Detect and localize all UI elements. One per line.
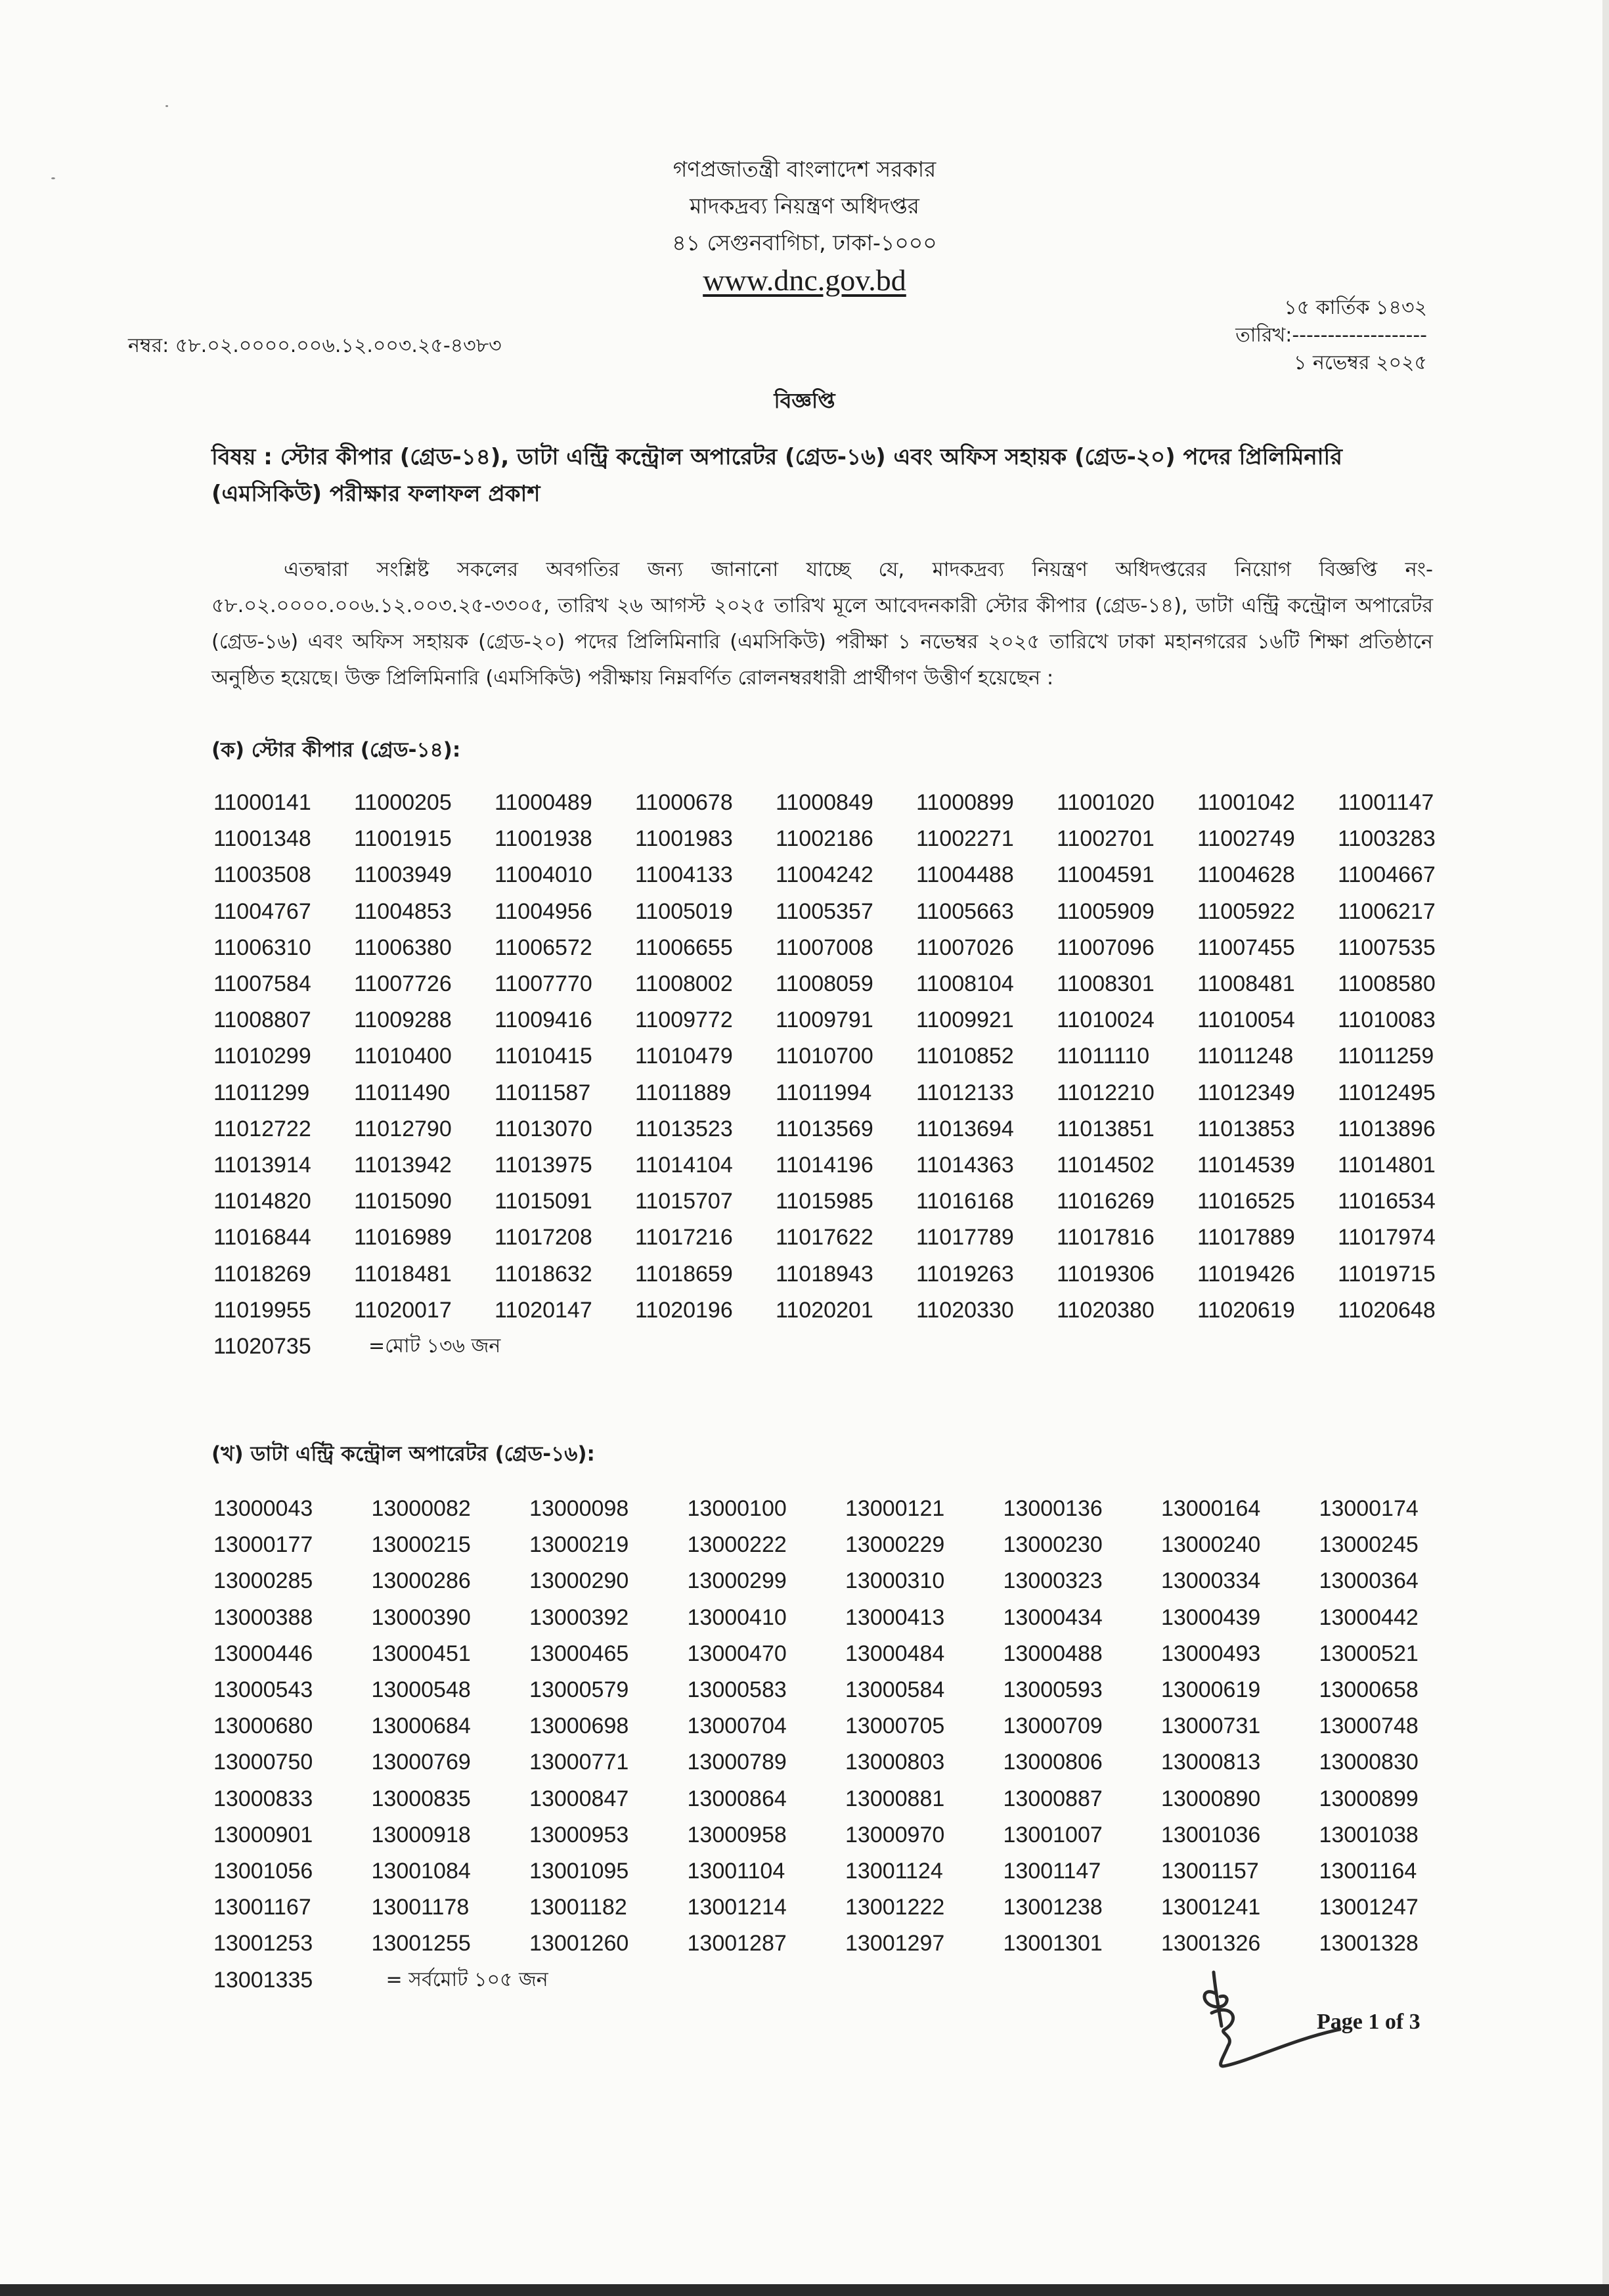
roll-number: 13000493 bbox=[1161, 1641, 1261, 1666]
table-row bbox=[213, 1672, 1477, 1708]
roll-number: 11015985 bbox=[776, 1189, 873, 1214]
department-name: মাদকদ্রব্য নিয়ন্ত্রণ অধিদপ্তর bbox=[690, 193, 919, 219]
roll-number: 11017789 bbox=[916, 1225, 1014, 1250]
roll-number: 13000881 bbox=[845, 1786, 945, 1811]
roll-number: 11006572 bbox=[495, 935, 592, 960]
english-date: ১ নভেম্বর ২০২৫ bbox=[1293, 351, 1427, 374]
roll-number: 13000245 bbox=[1319, 1532, 1419, 1558]
roll-number: 11014801 bbox=[1338, 1152, 1436, 1178]
date-label: তারিখ:------------------- bbox=[1235, 324, 1427, 347]
roll-number: 13000290 bbox=[529, 1568, 629, 1594]
govt-name: গণপ্রজাতন্ত্রী বাংলাদেশ সরকার bbox=[672, 156, 937, 182]
table-row bbox=[213, 1038, 1478, 1074]
roll-number: 11012133 bbox=[916, 1080, 1014, 1105]
roll-number: 11005922 bbox=[1197, 898, 1295, 924]
roll-number: 13000698 bbox=[529, 1713, 629, 1739]
roll-number: 13000847 bbox=[529, 1786, 629, 1811]
roll-number: 13000310 bbox=[845, 1568, 945, 1594]
roll-number: 11017622 bbox=[776, 1225, 873, 1250]
roll-number: 13000803 bbox=[845, 1750, 945, 1775]
roll-number: 11012210 bbox=[1057, 1080, 1155, 1105]
roll-number: 13001253 bbox=[213, 1931, 313, 1956]
roll-number: 11000489 bbox=[495, 790, 592, 816]
roll-number: 11001020 bbox=[1057, 790, 1155, 816]
roll-number: 13000684 bbox=[371, 1713, 471, 1739]
roll-number: 13000470 bbox=[687, 1641, 787, 1666]
roll-number: 11013569 bbox=[776, 1116, 873, 1141]
table-row bbox=[213, 1636, 1477, 1672]
roll-number: 11018269 bbox=[213, 1261, 311, 1287]
roll-number: 11020619 bbox=[1197, 1297, 1295, 1323]
roll-number: 11012349 bbox=[1197, 1080, 1295, 1105]
roll-number: 13000388 bbox=[213, 1604, 313, 1630]
roll-number: 13001038 bbox=[1319, 1822, 1419, 1847]
roll-number: 11013975 bbox=[495, 1152, 592, 1178]
roll-number: 11019715 bbox=[1338, 1261, 1436, 1287]
scan-edge bbox=[1602, 0, 1609, 2296]
roll-number: 13001084 bbox=[371, 1858, 471, 1884]
roll-number: 11001915 bbox=[354, 826, 452, 852]
roll-number: 11016525 bbox=[1197, 1189, 1295, 1214]
roll-number: 13000806 bbox=[1003, 1750, 1103, 1775]
roll-number: 11006380 bbox=[354, 935, 452, 960]
roll-number: 11001938 bbox=[495, 826, 592, 852]
roll-number: 13000789 bbox=[687, 1750, 787, 1775]
roll-number: 11014196 bbox=[776, 1152, 873, 1178]
roll-number: 11009416 bbox=[495, 1007, 592, 1033]
roll-number: 11000205 bbox=[354, 790, 452, 816]
roll-number: 13000240 bbox=[1161, 1532, 1261, 1558]
roll-number: 13001182 bbox=[529, 1895, 627, 1920]
roll-number: 11012790 bbox=[354, 1116, 452, 1141]
roll-number: 11004853 bbox=[354, 898, 452, 924]
roll-number: 11010299 bbox=[213, 1044, 311, 1069]
table-row bbox=[213, 821, 1478, 857]
roll-number: 13000813 bbox=[1161, 1750, 1261, 1775]
roll-number: 11018481 bbox=[354, 1261, 452, 1287]
roll-number: 13001164 bbox=[1319, 1858, 1417, 1884]
roll-number: 13001095 bbox=[529, 1858, 629, 1884]
roll-number: 13000390 bbox=[371, 1604, 471, 1630]
roll-number: 13000100 bbox=[687, 1496, 787, 1522]
roll-number: 11003283 bbox=[1338, 826, 1436, 852]
roll-number: 13001238 bbox=[1003, 1895, 1103, 1920]
table-row bbox=[213, 1744, 1477, 1780]
body-paragraph: এতদ্বারা সংশ্লিষ্ট সকলের অবগতির জন্য জানানো যাচ্ছে যে, মাদকদ্রব্য নিয়ন্ত্রণ অধিদপ্তরের নিয়োগ বিজ্ঞপ্তি নং- ৫৮.০২.০০০০.০০৬.১২.০০৩.২৫-৩৩০৫, তারিখ ২৬ আগস্ট ২০২৫ তারিখ মূলে আবেদনকারী স্টোর কীপার (গ্রেড-১৪), ডাটা এন্ট্রি কন্ট্রোল অপারেটর (গ্রেড-১৬) এবং অফিস সহায়ক (গ্রেড-২০) পদের প্রিলিমিনারি (এমসিকিউ) পরীক্ষা ১ নভেম্বর ২০২৫ তারিখে ঢাকা মহানগরের ১৬টি শিক্ষা প্রতিষ্ঠানে অনুষ্ঠিত হয়েছে। উক্ত প্রিলিমিনারি (এমসিকিউ) পরীক্ষায় নিম্নবর্ণিত রোলনম্বরধারী প্রার্থীগণ উত্তীর্ণ হয়েছেন : bbox=[211, 558, 1433, 690]
roll-number: 11019306 bbox=[1057, 1261, 1155, 1287]
roll-number: 13000410 bbox=[687, 1604, 787, 1630]
roll-number: 11012722 bbox=[213, 1116, 311, 1141]
roll-number: 11013914 bbox=[213, 1152, 311, 1178]
roll-number: 11011587 bbox=[495, 1080, 591, 1105]
roll-number: 11008580 bbox=[1338, 971, 1436, 997]
table-row bbox=[213, 785, 1478, 821]
roll-number: 11018659 bbox=[635, 1261, 733, 1287]
roll-number: 13001297 bbox=[845, 1931, 945, 1956]
roll-number: 13000864 bbox=[687, 1786, 787, 1811]
roll-number: 13000658 bbox=[1319, 1677, 1419, 1703]
roll-number: 11013853 bbox=[1197, 1116, 1295, 1141]
roll-number: 11020196 bbox=[635, 1297, 733, 1323]
roll-number: 13000446 bbox=[213, 1641, 313, 1666]
roll-number: 11009921 bbox=[916, 1007, 1014, 1033]
roll-number: 13001287 bbox=[687, 1931, 787, 1956]
roll-number: 13000229 bbox=[845, 1532, 945, 1558]
roll-number: 13000771 bbox=[529, 1750, 629, 1775]
roll-number: 13000439 bbox=[1161, 1604, 1261, 1630]
roll-number: 13000121 bbox=[845, 1496, 945, 1522]
roll-number: 13000177 bbox=[213, 1532, 313, 1558]
roll-number: 11017208 bbox=[495, 1225, 592, 1250]
roll-number: 11007726 bbox=[354, 971, 452, 997]
total-count: =মোট ১৩৬ জন bbox=[368, 1334, 501, 1358]
table-row bbox=[213, 1853, 1477, 1889]
roll-number: 13000680 bbox=[213, 1713, 313, 1739]
roll-number: 11008481 bbox=[1197, 971, 1295, 997]
roll-number: 11001983 bbox=[635, 826, 733, 852]
roll-number: 13000705 bbox=[845, 1713, 945, 1739]
roll-number: 11016534 bbox=[1338, 1189, 1436, 1214]
roll-number: 11008301 bbox=[1057, 971, 1155, 997]
roll-number: 11004628 bbox=[1197, 862, 1295, 888]
roll-number: 11009791 bbox=[776, 1007, 873, 1033]
roll-number: 13000082 bbox=[371, 1496, 471, 1522]
roll-number: 11003508 bbox=[213, 862, 311, 888]
roll-number: 13001260 bbox=[529, 1931, 629, 1956]
roll-number: 13001247 bbox=[1319, 1895, 1419, 1920]
roll-number: 11017974 bbox=[1338, 1225, 1436, 1250]
roll-number: 13000174 bbox=[1319, 1496, 1419, 1522]
roll-number: 11007008 bbox=[776, 935, 873, 960]
roll-number: 13001301 bbox=[1003, 1931, 1103, 1956]
roll-number: 11015707 bbox=[635, 1189, 733, 1214]
roll-number: 11014502 bbox=[1057, 1152, 1155, 1178]
roll-number: 13000833 bbox=[213, 1786, 313, 1811]
roll-number: 11004010 bbox=[495, 862, 592, 888]
roll-number: 13000286 bbox=[371, 1568, 471, 1594]
roll-number: 13000899 bbox=[1319, 1786, 1419, 1811]
roll-number: 13000222 bbox=[687, 1532, 787, 1558]
roll-number: 11016269 bbox=[1057, 1189, 1155, 1214]
roll-number: 11003949 bbox=[354, 862, 452, 888]
roll-number: 13000593 bbox=[1003, 1677, 1103, 1703]
roll-number: 13000887 bbox=[1003, 1786, 1103, 1811]
roll-number: 13001167 bbox=[213, 1895, 311, 1920]
roll-number: 11011110 bbox=[1057, 1044, 1150, 1069]
page-number: Page 1 of 3 bbox=[1317, 2010, 1421, 2034]
roll-number: 11018632 bbox=[495, 1261, 592, 1287]
roll-number: 11011994 bbox=[776, 1080, 872, 1105]
roll-number: 11013523 bbox=[635, 1116, 733, 1141]
roll-number: 13000098 bbox=[529, 1496, 629, 1522]
roll-number: 11019426 bbox=[1197, 1261, 1295, 1287]
roll-number: 13000451 bbox=[371, 1641, 471, 1666]
table-row bbox=[213, 1111, 1478, 1147]
roll-number: 13000323 bbox=[1003, 1568, 1103, 1594]
roll-number: 11004956 bbox=[495, 898, 592, 924]
roll-number: 11004488 bbox=[916, 862, 1014, 888]
roll-number: 13000364 bbox=[1319, 1568, 1419, 1594]
roll-number: 11014820 bbox=[213, 1189, 311, 1214]
roll-number: 13001104 bbox=[687, 1858, 785, 1884]
scan-bottom-edge bbox=[0, 2284, 1609, 2296]
table-row bbox=[213, 1147, 1478, 1183]
roll-number: 11020648 bbox=[1338, 1297, 1436, 1323]
roll-number: 13000769 bbox=[371, 1750, 471, 1775]
roll-number: 13000619 bbox=[1161, 1677, 1261, 1703]
roll-number: 11005909 bbox=[1057, 898, 1155, 924]
roll-number: 11001042 bbox=[1197, 790, 1295, 816]
roll-number: 11020330 bbox=[916, 1297, 1014, 1323]
roll-number: 13001056 bbox=[213, 1858, 313, 1884]
letterhead bbox=[0, 151, 1609, 299]
roll-number: 13001241 bbox=[1161, 1895, 1261, 1920]
roll-number: 11004591 bbox=[1057, 862, 1155, 888]
total-count: = সর্বমোট ১০৫ জন bbox=[386, 1968, 548, 1991]
roll-number: 13000442 bbox=[1319, 1604, 1419, 1630]
roll-number: 11009288 bbox=[354, 1007, 452, 1033]
roll-number: 13000230 bbox=[1003, 1532, 1103, 1558]
date-block bbox=[1235, 294, 1427, 377]
roll-number: 13000219 bbox=[529, 1532, 629, 1558]
roll-number: 11018943 bbox=[776, 1261, 873, 1287]
roll-number: 11020735 bbox=[213, 1333, 311, 1359]
roll-number: 13000215 bbox=[371, 1532, 471, 1558]
roll-number: 13000830 bbox=[1319, 1750, 1419, 1775]
roll-number: 13000901 bbox=[213, 1822, 313, 1847]
roll-number: 11015091 bbox=[495, 1189, 592, 1214]
roll-number: 13000392 bbox=[529, 1604, 629, 1630]
roll-number: 11010024 bbox=[1057, 1007, 1155, 1033]
roll-number: 13000465 bbox=[529, 1641, 629, 1666]
roll-number: 11001147 bbox=[1338, 790, 1434, 816]
roll-number: 11005019 bbox=[635, 898, 733, 924]
roll-number: 11020201 bbox=[776, 1297, 873, 1323]
roll-number: 13001007 bbox=[1003, 1822, 1103, 1847]
roll-number: 13001255 bbox=[371, 1931, 471, 1956]
roll-number: 11000678 bbox=[635, 790, 733, 816]
roll-number: 11006217 bbox=[1338, 898, 1436, 924]
scan-speck bbox=[165, 105, 168, 107]
roll-number: 11007096 bbox=[1057, 935, 1155, 960]
roll-number: 13000953 bbox=[529, 1822, 629, 1847]
website-link[interactable]: www.dnc.gov.bd bbox=[703, 263, 906, 297]
roll-number: 11009772 bbox=[635, 1007, 733, 1033]
roll-number: 11019955 bbox=[213, 1297, 311, 1323]
table-row bbox=[213, 1817, 1477, 1853]
notice-title: বিজ্ঞপ্তি bbox=[774, 388, 835, 413]
roll-number: 11014539 bbox=[1197, 1152, 1295, 1178]
roll-number: 11002271 bbox=[916, 826, 1014, 852]
roll-number: 11008104 bbox=[916, 971, 1014, 997]
roll-number: 13000750 bbox=[213, 1750, 313, 1775]
roll-number: 11006655 bbox=[635, 935, 733, 960]
roll-number: 13001036 bbox=[1161, 1822, 1261, 1847]
roll-number: 13000731 bbox=[1161, 1713, 1261, 1739]
roll-number: 11007535 bbox=[1338, 935, 1436, 960]
table-row bbox=[213, 1600, 1477, 1636]
roll-number: 11016168 bbox=[916, 1189, 1014, 1214]
office-address: ৪১ সেগুনবাগিচা, ঢাকা-১০০০ bbox=[672, 230, 937, 255]
roll-number: 11010479 bbox=[635, 1044, 733, 1069]
table-row bbox=[213, 1002, 1478, 1038]
roll-number: 13001335 bbox=[213, 1967, 313, 1993]
roll-number: 11004767 bbox=[213, 898, 311, 924]
roll-number: 11007455 bbox=[1197, 935, 1295, 960]
table-row bbox=[213, 966, 1478, 1002]
roll-number: 11010083 bbox=[1338, 1007, 1436, 1033]
roll-number: 11013896 bbox=[1338, 1116, 1436, 1141]
table-row bbox=[213, 1563, 1477, 1599]
roll-number: 13000434 bbox=[1003, 1604, 1103, 1630]
roll-number: 11010054 bbox=[1197, 1007, 1295, 1033]
roll-number: 13000136 bbox=[1003, 1496, 1103, 1522]
table-row bbox=[213, 1527, 1477, 1563]
table-row bbox=[213, 1781, 1477, 1817]
roll-number: 11007026 bbox=[916, 935, 1014, 960]
table-row bbox=[213, 1926, 1477, 1962]
roll-number: 11002749 bbox=[1197, 826, 1295, 852]
roll-number: 13000521 bbox=[1319, 1641, 1419, 1666]
roll-number: 13001328 bbox=[1319, 1931, 1419, 1956]
roll-number: 11014363 bbox=[916, 1152, 1014, 1178]
roll-number: 13001214 bbox=[687, 1895, 787, 1920]
roll-number: 11017816 bbox=[1057, 1225, 1155, 1250]
roll-number: 11011248 bbox=[1197, 1044, 1294, 1069]
roll-number: 11004133 bbox=[635, 862, 733, 888]
roll-number: 13000285 bbox=[213, 1568, 313, 1594]
roll-number: 13000958 bbox=[687, 1822, 787, 1847]
roll-number: 13000484 bbox=[845, 1641, 945, 1666]
table-row bbox=[213, 1256, 1478, 1292]
roll-number: 11004667 bbox=[1338, 862, 1436, 888]
roll-number: 11008807 bbox=[213, 1007, 311, 1033]
section-a-roll-table bbox=[213, 785, 1478, 1365]
section-b-heading: (খ) ডাটা এন্ট্রি কন্ট্রোল অপারেটর (গ্রেড-১৬): bbox=[211, 1442, 595, 1466]
roll-number: 11011299 bbox=[213, 1080, 310, 1105]
roll-number: 11000141 bbox=[213, 790, 311, 816]
roll-number: 11008002 bbox=[635, 971, 733, 997]
table-row bbox=[213, 1491, 1477, 1527]
roll-number: 11020017 bbox=[354, 1297, 452, 1323]
roll-number: 11005357 bbox=[776, 898, 873, 924]
roll-number: 11006310 bbox=[213, 935, 311, 960]
roll-number: 13000488 bbox=[1003, 1641, 1103, 1666]
roll-number: 11010700 bbox=[776, 1044, 873, 1069]
roll-number: 11012495 bbox=[1338, 1080, 1436, 1105]
table-row bbox=[213, 857, 1478, 893]
roll-number: 11004242 bbox=[776, 862, 873, 888]
roll-number: 13000748 bbox=[1319, 1713, 1419, 1739]
roll-number: 13000970 bbox=[845, 1822, 945, 1847]
table-row bbox=[213, 894, 1478, 930]
roll-number: 11007770 bbox=[495, 971, 592, 997]
roll-number: 11008059 bbox=[776, 971, 873, 997]
roll-number: 11015090 bbox=[354, 1189, 452, 1214]
roll-number: 13001124 bbox=[845, 1858, 943, 1884]
roll-number: 13000890 bbox=[1161, 1786, 1261, 1811]
section-b-roll-table bbox=[213, 1491, 1477, 1998]
roll-number: 13001326 bbox=[1161, 1931, 1261, 1956]
roll-number: 11001348 bbox=[213, 826, 311, 852]
roll-number: 11013694 bbox=[916, 1116, 1014, 1141]
roll-number: 13000918 bbox=[371, 1822, 471, 1847]
roll-number: 13000164 bbox=[1161, 1496, 1261, 1522]
roll-number: 13000583 bbox=[687, 1677, 787, 1703]
roll-number: 13000704 bbox=[687, 1713, 787, 1739]
table-row bbox=[213, 1075, 1478, 1111]
roll-number: 11005663 bbox=[916, 898, 1014, 924]
roll-number: 13000413 bbox=[845, 1604, 945, 1630]
roll-number: 13000543 bbox=[213, 1677, 313, 1703]
roll-number: 13000548 bbox=[371, 1677, 471, 1703]
roll-number: 11019263 bbox=[916, 1261, 1014, 1287]
roll-number: 11013851 bbox=[1057, 1116, 1155, 1141]
table-row bbox=[213, 1183, 1478, 1220]
roll-number: 11017216 bbox=[635, 1225, 733, 1250]
roll-number: 11002701 bbox=[1057, 826, 1155, 852]
table-row bbox=[213, 930, 1478, 966]
roll-number: 11017889 bbox=[1197, 1225, 1295, 1250]
roll-number: 11007584 bbox=[213, 971, 311, 997]
roll-number: 11020380 bbox=[1057, 1297, 1155, 1323]
total-row bbox=[213, 1329, 1478, 1365]
memo-number: নম্বর: ৫৮.০২.০০০০.০০৬.১২.০০৩.২৫-৪৩৮৩ bbox=[128, 334, 502, 357]
bangla-date: ১৫ কার্তিক ১৪৩২ bbox=[1284, 296, 1427, 319]
roll-number: 11013942 bbox=[354, 1152, 452, 1178]
roll-number: 11011259 bbox=[1338, 1044, 1434, 1069]
roll-number: 13000835 bbox=[371, 1786, 471, 1811]
roll-number: 13000579 bbox=[529, 1677, 629, 1703]
roll-number: 13001222 bbox=[845, 1895, 945, 1920]
roll-number: 11016844 bbox=[213, 1225, 311, 1250]
roll-number: 13000334 bbox=[1161, 1568, 1261, 1594]
roll-number: 11010400 bbox=[354, 1044, 452, 1069]
roll-number: 13001147 bbox=[1003, 1858, 1101, 1884]
table-row bbox=[213, 1220, 1478, 1256]
table-row bbox=[213, 1292, 1478, 1329]
roll-number: 13000584 bbox=[845, 1677, 945, 1703]
roll-number: 11011889 bbox=[635, 1080, 732, 1105]
roll-number: 11011490 bbox=[354, 1080, 451, 1105]
roll-number: 13000043 bbox=[213, 1496, 313, 1522]
roll-number: 11013070 bbox=[495, 1116, 592, 1141]
table-row bbox=[213, 1708, 1477, 1744]
roll-number: 13001178 bbox=[371, 1895, 470, 1920]
roll-number: 11000899 bbox=[916, 790, 1014, 816]
roll-number: 13000299 bbox=[687, 1568, 787, 1594]
section-a-heading: (ক) স্টোর কীপার (গ্রেড-১৪): bbox=[211, 738, 461, 762]
roll-number: 11014104 bbox=[635, 1152, 733, 1178]
roll-number: 11002186 bbox=[776, 826, 873, 852]
subject-line: বিষয় : স্টোর কীপার (গ্রেড-১৪), ডাটা এন্ট্রি কন্ট্রোল অপারেটর (গ্রেড-১৬) এবং অফিস সহায়ক (গ্রেড-২০) পদের প্রিলিমিনারি (এমসিকিউ) পরীক্ষার ফলাফল প্রকাশ bbox=[211, 444, 1342, 507]
roll-number: 11010852 bbox=[916, 1044, 1014, 1069]
roll-number: 11020147 bbox=[495, 1297, 592, 1323]
roll-number: 11010415 bbox=[495, 1044, 592, 1069]
roll-number: 11016989 bbox=[354, 1225, 452, 1250]
roll-number: 13001157 bbox=[1161, 1858, 1259, 1884]
table-row bbox=[213, 1889, 1477, 1926]
roll-number: 11000849 bbox=[776, 790, 873, 816]
roll-number: 13000709 bbox=[1003, 1713, 1103, 1739]
